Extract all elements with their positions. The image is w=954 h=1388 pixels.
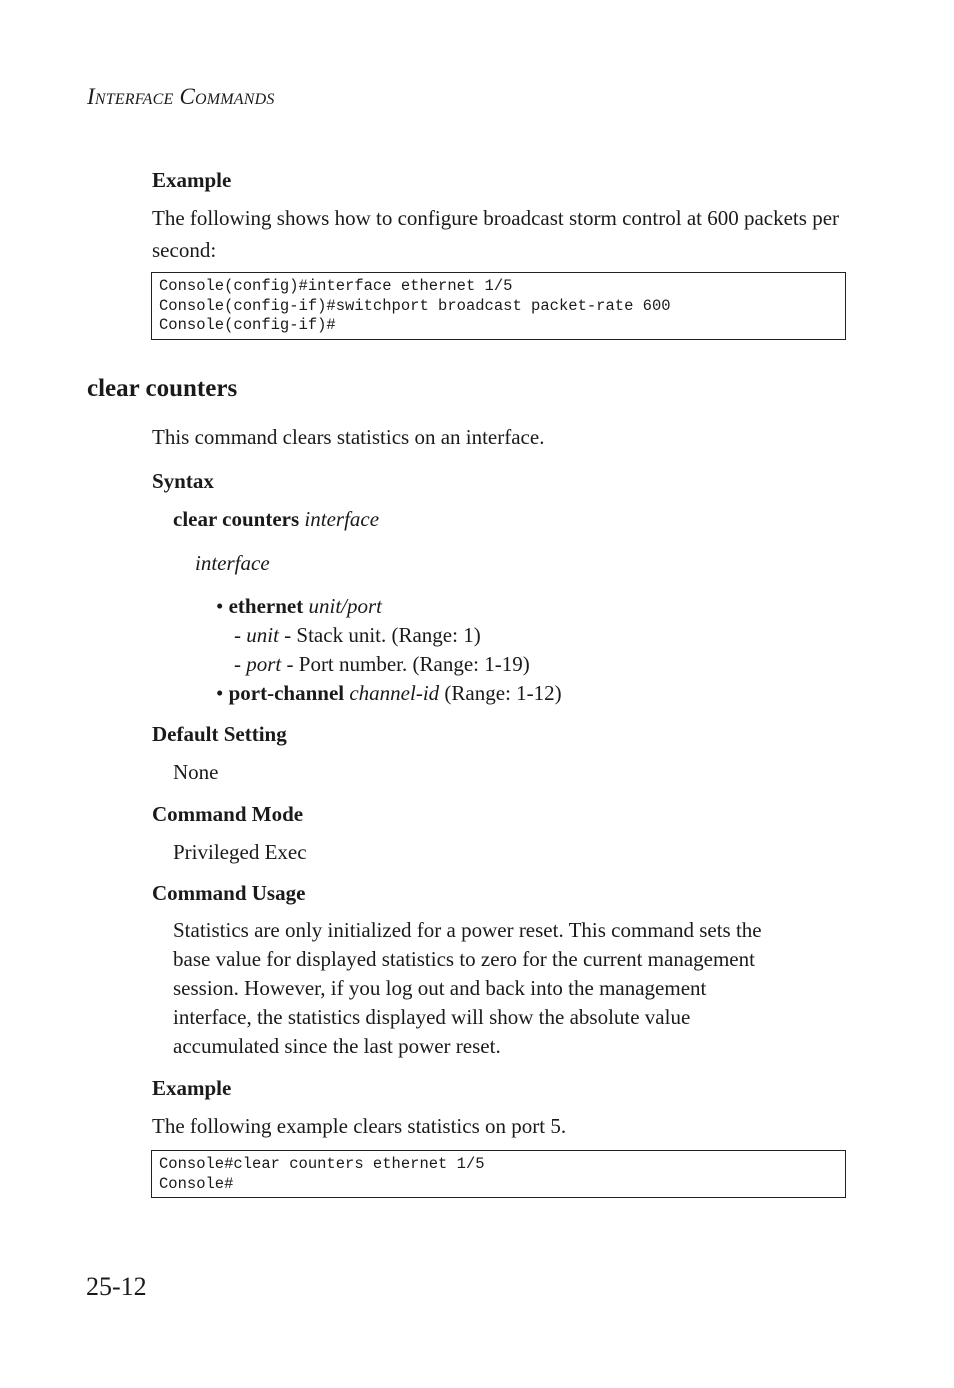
default-setting-value: None — [173, 760, 219, 784]
command-mode-value: Privileged Exec — [173, 840, 307, 864]
syntax-argument: interface — [304, 507, 380, 531]
usage-line: interface, the statistics displayed will show the absolute value — [173, 1005, 691, 1029]
bullet-argument: unit/port — [308, 594, 383, 618]
command-title: clear counters — [87, 375, 238, 402]
example-text-1: The following shows how to configure broadcast storm control at 600 packets per second: — [152, 206, 840, 262]
dash-marker: - — [234, 652, 241, 676]
usage-line: session. However, if you log out and back into the management — [173, 976, 707, 1000]
sub-item-unit — [234, 619, 481, 651]
usage-line: accumulated since the last power reset. — [173, 1034, 501, 1058]
example-heading-2: Example — [152, 1076, 232, 1100]
bullet-keyword: ethernet — [228, 594, 304, 618]
bullet-range: (Range: 1-12) — [439, 681, 562, 705]
page-number: 25-12 — [86, 1272, 147, 1301]
bullet-marker: • — [216, 594, 224, 618]
bullet-keyword: port-channel — [228, 681, 345, 705]
sub-item-port — [234, 648, 530, 680]
command-usage-paragraph — [173, 916, 853, 1061]
code-line: Console(config-if)#switchport broadcast packet-rate 600 — [159, 296, 671, 315]
syntax-heading: Syntax — [152, 469, 214, 493]
command-description: This command clears statistics on an interface. — [152, 425, 545, 449]
running-header: Interface Commands — [87, 84, 275, 109]
example-text-2: The following example clears statistics on port 5. — [152, 1114, 567, 1138]
code-line: Console# — [159, 1174, 234, 1193]
sub-item-name: unit — [246, 623, 279, 647]
command-mode-heading: Command Mode — [152, 802, 304, 826]
usage-line: base value for displayed statistics to zero for the current management — [173, 947, 755, 971]
command-usage-heading: Command Usage — [152, 881, 306, 905]
bullet-argument: channel-id — [349, 681, 440, 705]
code-line: Console#clear counters ethernet 1/5 — [159, 1155, 485, 1173]
sub-item-desc: - Port number. (Range: 1-19) — [281, 652, 530, 676]
sub-item-desc: - Stack unit. (Range: 1) — [278, 623, 481, 647]
code-line: Console(config-if)# — [159, 316, 336, 335]
syntax-line — [173, 503, 379, 535]
syntax-command: clear counters — [173, 507, 300, 531]
code-line: Console(config)#interface ethernet 1/5 — [159, 277, 513, 295]
default-setting-heading: Default Setting — [152, 722, 287, 746]
bullet-marker: • — [216, 681, 224, 705]
sub-item-name: port — [246, 652, 282, 676]
usage-line: Statistics are only initialized for a power reset. This command sets the — [173, 918, 762, 942]
bullet-port-channel — [216, 677, 562, 709]
dash-marker: - — [234, 623, 241, 647]
code-block-1 — [151, 272, 846, 340]
example-heading-1: Example — [152, 168, 232, 192]
parameter-name: interface — [195, 551, 270, 575]
code-block-2 — [151, 1150, 846, 1198]
bullet-ethernet — [216, 590, 382, 622]
